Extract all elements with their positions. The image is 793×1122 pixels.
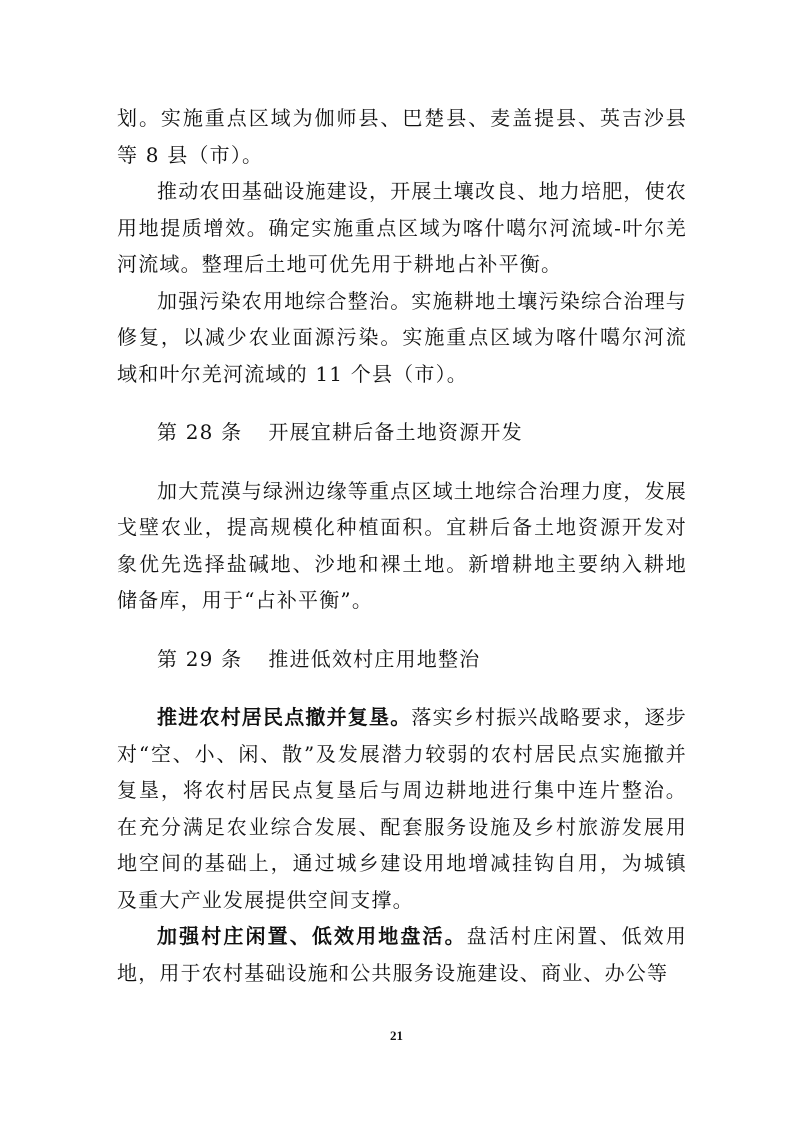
article-29-heading: [117, 641, 687, 678]
body-text: [117, 100, 687, 991]
paragraph-continuation: 划。实施重点区域为伽师县、巴楚县、麦盖提县、英吉沙县等 8 县（市）。: [117, 106, 687, 167]
paragraph-body: 盘活村庄闲置、低效用地，用于农村基础设施和公共服务设施建设、商业、办公等: [117, 924, 687, 985]
paragraph-lead-bold: 加强村庄闲置、低效用地盘活。: [157, 924, 467, 948]
page-number: 21: [390, 1028, 403, 1043]
paragraph-farmland-infrastructure: 推动农田基础设施建设，开展土壤改良、地力培肥，使农用地提质增效。确定实施重点区域为喀什噶尔河流域-叶尔羌河流域。整理后土地可优先用于耕地占补平衡。: [117, 179, 687, 276]
paragraph-polluted-farmland: 加强污染农用地综合整治。实施耕地土壤污染综合治理与修复，以减少农业面源污染。实施重点区域为喀什噶尔河流域和叶尔羌河流域的 11 个县（市）。: [117, 288, 687, 386]
article-28-title: 开展宜耕后备土地资源开发: [268, 420, 523, 444]
paragraph-village-consolidation: [117, 699, 687, 918]
article-29-number: 第 29 条: [157, 646, 243, 671]
paragraph-lead-bold: 推进农村居民点撤并复垦。: [157, 705, 412, 729]
article-28-heading: [117, 414, 687, 451]
article-28-number: 第 28 条: [157, 420, 243, 444]
paragraph-idle-land-revitalization: [117, 918, 687, 991]
paragraph-reserve-land-development: 加大荒漠与绿洲边缘等重点区域土地综合治理力度，发展戈壁农业，提高规模化种植面积。宜耕后备土地资源开发对象优先选择盐碱地、沙地和裸土地。新增耕地主要纳入耕地储备库，用于“占补平衡”。: [117, 478, 687, 612]
paragraph-body: 落实乡村振兴战略要求，逐步对“空、小、闲、散”及发展潜力较弱的农村居民点实施撤并复垦，将农村居民点复垦后与周边耕地进行集中连片整治。在充分满足农业综合发展、配套服务设施及乡村旅游发展用地空间的基础上，通过城乡建设用地增减挂钩自用，为城镇及重大产业发展提供空间支撑。: [117, 705, 688, 912]
article-29-title: 推进低效村庄用地整治: [268, 646, 481, 671]
